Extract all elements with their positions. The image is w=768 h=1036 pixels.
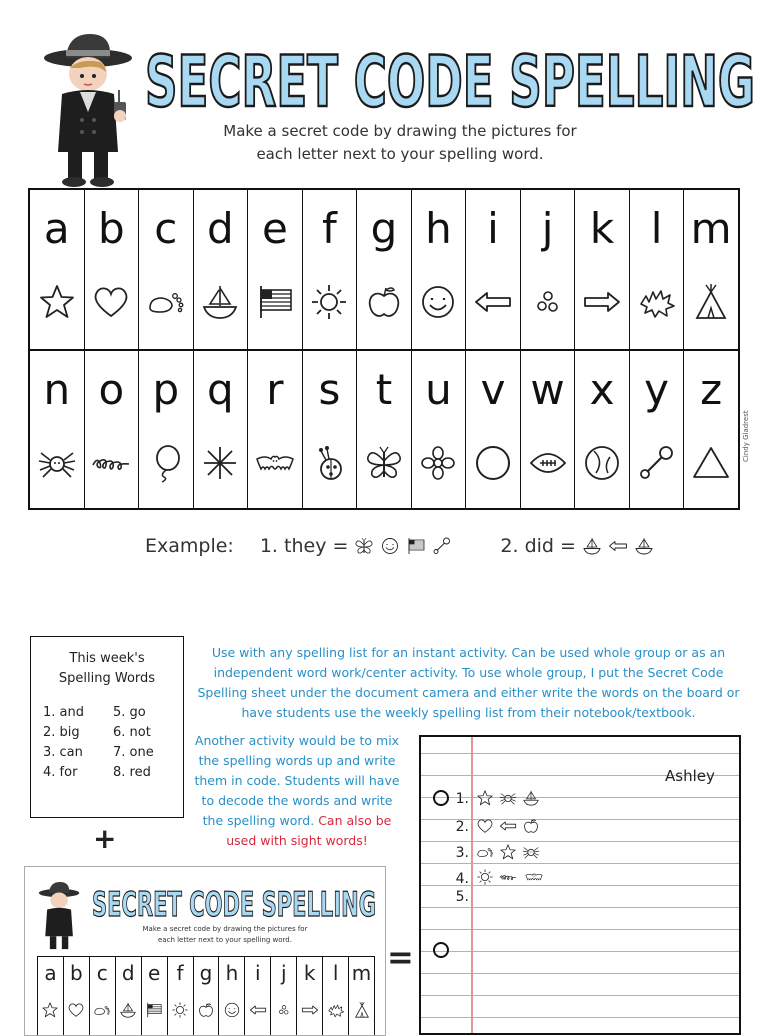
- flag-icon: [145, 1001, 163, 1019]
- mini-code-key-table: [37, 956, 375, 1036]
- mini-letter-label: b: [70, 961, 83, 985]
- word-item: 7. one: [113, 745, 154, 760]
- code-cell-v: [466, 351, 521, 510]
- letter-label: d: [207, 204, 234, 253]
- mini-letter-label: h: [225, 961, 239, 985]
- activity-text: Another activity would be to mix the spelling words up and write them in code. Students will have to decode the words and write the spelling word.: [194, 733, 400, 828]
- code-cell-k: [575, 190, 630, 349]
- holly-leaf-icon: [637, 282, 677, 322]
- sailboat-icon: [200, 282, 240, 322]
- letter-label: z: [700, 365, 723, 414]
- code-cell-w: [521, 351, 576, 510]
- mini-letter-label: m: [351, 961, 372, 985]
- mini-letter-label: f: [176, 961, 184, 985]
- code-cell-g: [357, 190, 412, 349]
- equals-sign: =: [387, 938, 414, 976]
- word-item: 1. and: [43, 705, 84, 720]
- code-cell-z: [684, 351, 738, 510]
- flower-icon: [418, 443, 458, 483]
- sun-icon: [171, 1001, 189, 1019]
- triangle-icon: [691, 443, 731, 483]
- word-column-2: [113, 703, 183, 783]
- mini-code-cell-b: [64, 957, 90, 1036]
- mini-letter-label: a: [44, 961, 57, 985]
- smiley-icon: [223, 1001, 241, 1019]
- mini-letter-label: k: [303, 961, 316, 985]
- letter-label: s: [318, 365, 341, 414]
- binder-hole: [433, 942, 449, 958]
- footprint-icon: [93, 1001, 111, 1019]
- butterfly-icon: [354, 536, 374, 556]
- code-cell-f: [303, 190, 358, 349]
- sun-icon: [475, 868, 495, 886]
- spelling-words-heading: [31, 649, 183, 689]
- mini-code-cell-m: [349, 957, 374, 1036]
- code-cell-x: [575, 351, 630, 510]
- letter-label: e: [261, 204, 288, 253]
- code-cell-y: [630, 351, 685, 510]
- letter-label: b: [97, 204, 125, 253]
- word-item: 8. red: [113, 765, 151, 780]
- flag-icon: [406, 536, 426, 556]
- sailboat-icon: [582, 536, 602, 556]
- coded-answer-4: [475, 868, 547, 886]
- mini-letter-label: c: [96, 961, 108, 985]
- mini-detective-illustration: [37, 879, 83, 953]
- sailboat-icon: [119, 1001, 137, 1019]
- apple-icon: [364, 282, 404, 322]
- tennis-ball-icon: [582, 443, 622, 483]
- code-cell-u: [412, 351, 467, 510]
- mini-letter-label: l: [332, 961, 339, 985]
- apple-icon: [197, 1001, 215, 1019]
- spider-icon: [37, 443, 77, 483]
- letter-label: c: [154, 204, 178, 253]
- mini-code-cell-h: [219, 957, 245, 1036]
- asterisk-icon: [200, 443, 240, 483]
- code-cell-c: [139, 190, 194, 349]
- coded-answer-2: [475, 817, 541, 835]
- coded-answer-1: [475, 789, 541, 807]
- ladybug-icon: [309, 443, 349, 483]
- mini-letter-label: e: [147, 961, 161, 985]
- bat-icon: [521, 868, 547, 886]
- letter-label: p: [152, 365, 180, 414]
- heart-icon: [67, 1001, 85, 1019]
- heading-line-1: This week's: [69, 651, 145, 666]
- mini-code-cell-l: [323, 957, 349, 1036]
- letter-label: n: [43, 365, 71, 414]
- mini-letter-label: j: [280, 961, 287, 985]
- holly-leaf-icon: [327, 1001, 345, 1019]
- mini-code-cell-f: [168, 957, 194, 1036]
- word-item: 6. not: [113, 725, 151, 740]
- code-cell-n: [30, 351, 85, 510]
- answer-number: 4.: [455, 871, 469, 887]
- letter-label: w: [530, 365, 565, 414]
- plus-sign: +: [93, 822, 117, 855]
- mini-code-cell-k: [297, 957, 323, 1036]
- sailboat-icon: [521, 789, 541, 807]
- answer-number: 2.: [455, 819, 469, 835]
- detective-illustration: [40, 28, 140, 188]
- instructions-paragraph: Use with any spelling list for an instant activity. Can be used whole group or as an independent word work/center activity. To use whole group, I put the Secret Code Spelling sheet under the document camera and either write the words on the board or have students use the weekly spelling list from their notebook/textbook.: [197, 645, 740, 720]
- letter-label: f: [322, 204, 337, 253]
- star-icon: [475, 789, 495, 807]
- spider-icon: [521, 843, 541, 861]
- author-credit: Cindy Gladrest: [742, 410, 750, 462]
- letter-label: a: [43, 204, 70, 253]
- balloon-icon: [146, 443, 186, 483]
- code-key-row-a-m: [30, 190, 738, 351]
- code-cell-b: [85, 190, 140, 349]
- mini-subtitle-line-2: each letter next to your spelling word.: [158, 936, 292, 944]
- footprint-icon: [475, 843, 495, 861]
- mini-title: [89, 883, 379, 923]
- example-item-2: 2. did =: [500, 535, 576, 557]
- arrow-left-icon: [498, 817, 518, 835]
- code-cell-s: [303, 351, 358, 510]
- code-cell-j: [521, 190, 576, 349]
- flag-icon: [255, 282, 295, 322]
- mini-code-cell-g: [194, 957, 220, 1036]
- student-name: Ashley: [665, 767, 715, 785]
- apple-icon: [521, 817, 541, 835]
- bat-icon: [255, 443, 295, 483]
- letter-label: v: [480, 365, 506, 414]
- teepee-icon: [353, 1001, 371, 1019]
- letter-label: x: [589, 365, 615, 414]
- mini-subtitle-line-1: Make a secret code by drawing the pictures for: [142, 925, 308, 933]
- spelling-words-box: [30, 636, 184, 818]
- dots-icon: [275, 1001, 293, 1019]
- code-cell-l: [630, 190, 685, 349]
- arrow-left-icon: [608, 536, 628, 556]
- mini-code-cell-e: [142, 957, 168, 1036]
- mini-letter-label: d: [121, 961, 135, 985]
- code-cell-r: [248, 351, 303, 510]
- arrow-right-icon: [301, 1001, 319, 1019]
- word-item: 4. for: [43, 765, 78, 780]
- code-cell-p: [139, 351, 194, 510]
- letter-label: r: [266, 365, 284, 414]
- heart-icon: [91, 282, 131, 322]
- footprint-icon: [146, 282, 186, 322]
- mini-code-cell-c: [90, 957, 116, 1036]
- mini-code-cell-d: [116, 957, 142, 1036]
- example-label: Example:: [145, 535, 234, 557]
- curly-line-icon: [498, 868, 518, 886]
- sailboat-icon: [634, 536, 654, 556]
- subtitle-line-1: Make a secret code by drawing the pictures for: [223, 122, 577, 140]
- sight-words-note: Can also be used with sight words!: [226, 813, 392, 848]
- code-cell-o: [85, 351, 140, 510]
- word-column-1: [43, 703, 113, 783]
- heading-line-2: Spelling Words: [58, 671, 156, 686]
- mini-worksheet-preview: [24, 866, 386, 1036]
- page-title: [140, 40, 760, 120]
- letter-label: u: [425, 365, 452, 414]
- answer-number: 5.: [455, 889, 469, 905]
- arrow-right-icon: [582, 282, 622, 322]
- mini-title-text: SECRET CODE SPELLING: [92, 885, 376, 923]
- butterfly-icon: [364, 443, 404, 483]
- code-cell-h: [412, 190, 467, 349]
- mini-code-cell-j: [271, 957, 297, 1036]
- letter-label: i: [487, 204, 499, 253]
- letter-label: l: [650, 204, 663, 253]
- mini-code-cell-i: [245, 957, 271, 1036]
- spider-icon: [498, 789, 518, 807]
- mini-letter-label: i: [255, 961, 261, 985]
- rattle-icon: [432, 536, 452, 556]
- subtitle-line-2: each letter next to your spelling word.: [256, 145, 544, 163]
- letter-label: q: [207, 365, 234, 414]
- code-cell-q: [194, 351, 249, 510]
- heart-icon: [475, 817, 495, 835]
- code-cell-i: [466, 190, 521, 349]
- letter-label: y: [644, 365, 670, 414]
- code-cell-a: [30, 190, 85, 349]
- letter-label: h: [425, 204, 452, 253]
- circle-icon: [473, 443, 513, 483]
- code-key-table: [28, 188, 740, 510]
- letter-label: o: [98, 365, 125, 414]
- letter-label: m: [690, 204, 732, 253]
- arrow-left-icon: [249, 1001, 267, 1019]
- activity-paragraph: [190, 731, 404, 851]
- arrow-left-icon: [473, 282, 513, 322]
- word-item: 2. big: [43, 725, 80, 740]
- code-cell-d: [194, 190, 249, 349]
- notebook-paper-example: [419, 735, 741, 1035]
- code-key-row-n-z: [30, 351, 738, 510]
- star-icon: [498, 843, 518, 861]
- letter-label: t: [375, 365, 393, 414]
- letter-label: g: [370, 204, 398, 253]
- mini-code-cell-a: [38, 957, 64, 1036]
- letter-label: j: [541, 204, 554, 253]
- teepee-icon: [691, 282, 731, 322]
- subtitle: [190, 120, 610, 166]
- smiley-icon: [380, 536, 400, 556]
- word-item: 3. can: [43, 745, 83, 760]
- answer-number: 3.: [455, 845, 469, 861]
- smiley-icon: [418, 282, 458, 322]
- answer-number: 1.: [455, 791, 469, 807]
- code-cell-e: [248, 190, 303, 349]
- dots-icon: [528, 282, 568, 322]
- letter-label: k: [589, 204, 615, 253]
- word-item: 5. go: [113, 705, 146, 720]
- example-line: [145, 535, 654, 557]
- example-item-1: 1. they =: [259, 535, 349, 557]
- coded-answer-3: [475, 843, 541, 861]
- mini-letter-label: g: [199, 961, 213, 985]
- sun-icon: [309, 282, 349, 322]
- mini-subtitle: [115, 924, 335, 946]
- code-cell-t: [357, 351, 412, 510]
- rattle-icon: [637, 443, 677, 483]
- page-title-text: SECRET CODE SPELLING: [145, 41, 755, 120]
- football-icon: [528, 443, 568, 483]
- code-cell-m: [684, 190, 738, 349]
- star-icon: [41, 1001, 59, 1019]
- star-icon: [37, 282, 77, 322]
- curly-line-icon: [91, 443, 131, 483]
